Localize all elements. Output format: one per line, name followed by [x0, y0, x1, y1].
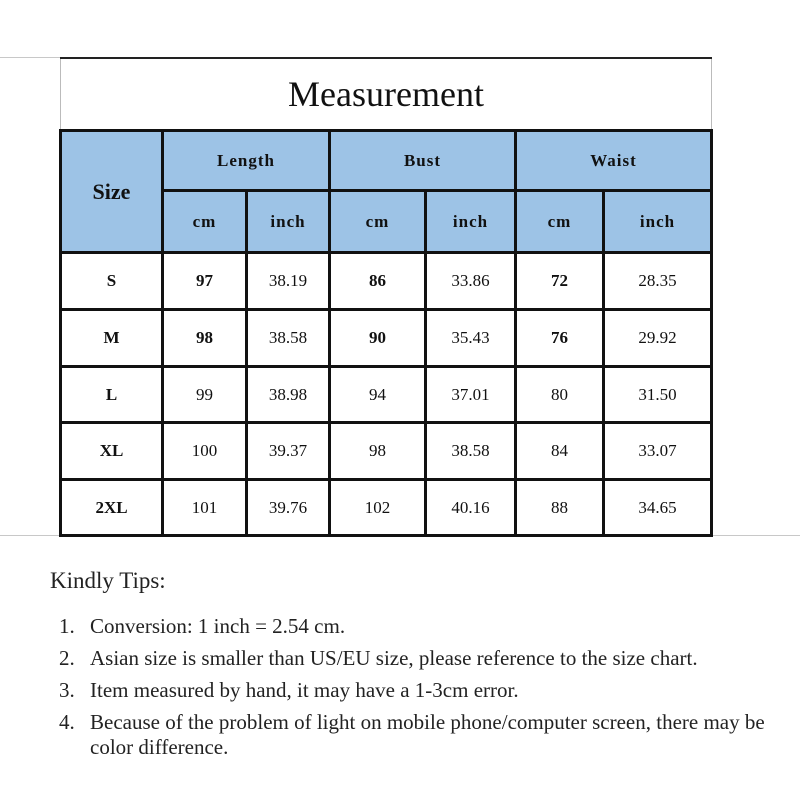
value-cell: 40.16: [426, 480, 516, 536]
table-title: Measurement: [61, 58, 712, 131]
value-cell: 94: [330, 367, 426, 423]
table-row: [61, 310, 712, 367]
size-cell: XL: [61, 423, 163, 480]
size-header: Size: [61, 131, 163, 253]
value-cell: 99: [163, 367, 247, 423]
value-cell: 38.19: [247, 253, 330, 310]
table-row: [61, 367, 712, 423]
value-cell: 38.58: [426, 423, 516, 480]
value-cell: 31.50: [604, 367, 712, 423]
value-cell: 98: [163, 310, 247, 367]
value-cell: 33.86: [426, 253, 516, 310]
unit-header: cm: [330, 191, 426, 253]
value-cell: 102: [330, 480, 426, 536]
value-cell: 101: [163, 480, 247, 536]
value-cell: 88: [516, 480, 604, 536]
value-cell: 34.65: [604, 480, 712, 536]
unit-header: inch: [247, 191, 330, 253]
value-cell: 39.37: [247, 423, 330, 480]
value-cell: 90: [330, 310, 426, 367]
value-cell: 35.43: [426, 310, 516, 367]
table-row: [61, 423, 712, 480]
unit-header: cm: [163, 191, 247, 253]
value-cell: 86: [330, 253, 426, 310]
value-cell: 97: [163, 253, 247, 310]
divider-top: [0, 57, 60, 58]
kindly-tips: [50, 568, 780, 767]
tip-item: 4. Because of the problem of light on mobile phone/computer screen, there may be color difference.: [80, 710, 780, 760]
unit-header: cm: [516, 191, 604, 253]
value-cell: 28.35: [604, 253, 712, 310]
size-cell: 2XL: [61, 480, 163, 536]
unit-header: inch: [426, 191, 516, 253]
value-cell: 100: [163, 423, 247, 480]
value-cell: 38.98: [247, 367, 330, 423]
value-cell: 72: [516, 253, 604, 310]
tip-item: 3. Item measured by hand, it may have a 1-3cm error.: [80, 678, 780, 703]
value-cell: 37.01: [426, 367, 516, 423]
unit-header: inch: [604, 191, 712, 253]
value-cell: 33.07: [604, 423, 712, 480]
value-cell: 76: [516, 310, 604, 367]
value-cell: 80: [516, 367, 604, 423]
value-cell: 39.76: [247, 480, 330, 536]
waist-header: Waist: [516, 131, 712, 191]
size-cell: M: [61, 310, 163, 367]
size-chart-table: [59, 57, 713, 537]
table-row: [61, 253, 712, 310]
value-cell: 84: [516, 423, 604, 480]
value-cell: 38.58: [247, 310, 330, 367]
length-header: Length: [163, 131, 330, 191]
tips-heading: Kindly Tips:: [50, 568, 166, 593]
value-cell: 29.92: [604, 310, 712, 367]
size-cell: S: [61, 253, 163, 310]
table-row: [61, 480, 712, 536]
value-cell: 98: [330, 423, 426, 480]
tip-item: 2. Asian size is smaller than US/EU size, please reference to the size chart.: [80, 646, 780, 671]
tip-item: 1. Conversion: 1 inch = 2.54 cm.: [80, 614, 780, 639]
bust-header: Bust: [330, 131, 516, 191]
size-cell: L: [61, 367, 163, 423]
